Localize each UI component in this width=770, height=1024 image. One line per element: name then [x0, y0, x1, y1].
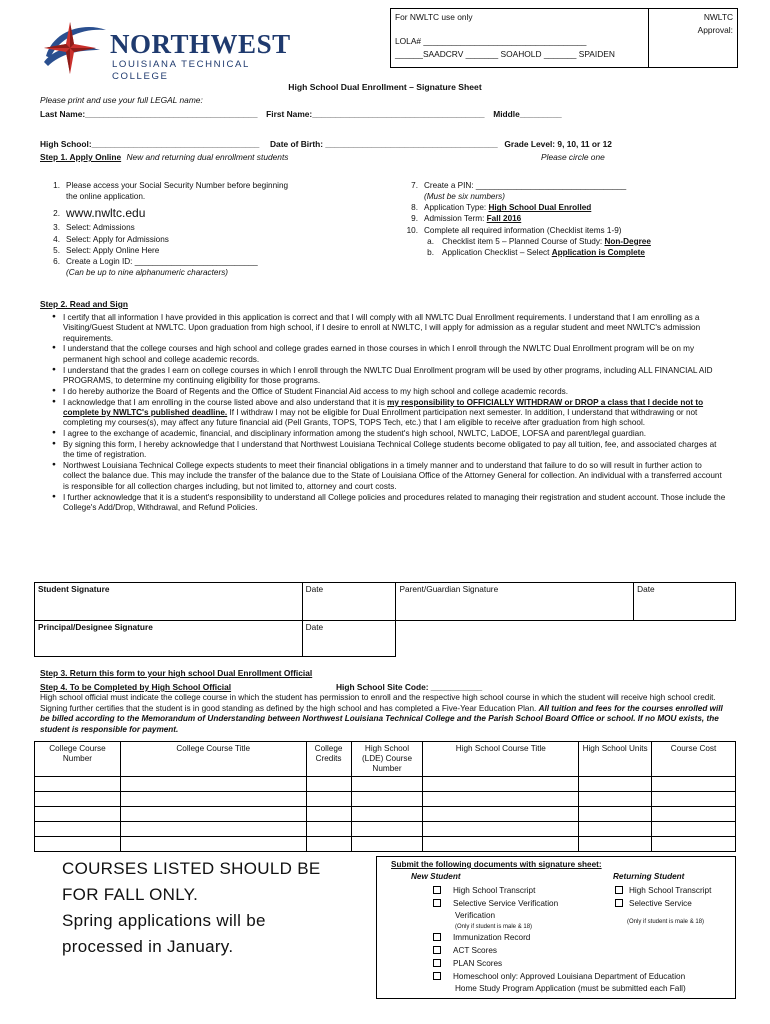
grade-level-field[interactable]: Grade Level: 9, 10, 11 or 12	[504, 139, 612, 149]
course-table	[34, 741, 736, 852]
logo-subtitle: LOUISIANA TECHNICAL COLLEGE	[112, 59, 250, 82]
lola-field[interactable]: LOLA# ___________________________________	[395, 36, 587, 46]
returning-student-label: Returning Student	[613, 872, 685, 881]
list-item: 10. Complete all required information (Checklist items 1-9)	[406, 225, 622, 235]
step1-heading-row	[40, 152, 288, 162]
list-item: ● I acknowledge that I am enrolling in the course listed above and also understand that it is my responsibility to OFFICIALLY WITHDRAW or DROP a class that I decide not to complete by NWLTC's published deadline. If I withdraw I may not be eligible for Dual Enrollment participation next semester. In addition, I understand that withdrawing or not completing my courses(s), may affect any future financial aid (Pell Grants, TOPS, TOPS Tech, etc.) that I am eligible to receive after graduation from high school.	[40, 398, 726, 429]
table-row[interactable]	[35, 821, 736, 836]
list-item: 5. Select: Apply Online Here	[53, 245, 160, 255]
list-item: 4. Select: Apply for Admissions	[53, 234, 169, 244]
list-item: b. Application Checklist – Select Application is Complete	[427, 247, 645, 257]
list-item: 2. www.nwltc.edu	[53, 205, 146, 220]
college-logo	[40, 16, 300, 82]
table-row[interactable]	[35, 806, 736, 821]
checkbox[interactable]	[615, 899, 623, 907]
step2-heading: Step 2. Read and Sign	[40, 299, 128, 309]
table-row[interactable]	[35, 776, 736, 791]
principal-date-cell[interactable]: Date	[302, 621, 396, 657]
compass-star-icon	[40, 16, 110, 78]
list-item: ● I understand that the grades I earn on college courses in which I enroll through the NWLTC Dual Enrollment program will be used by other programs, including ALL FINANCIAL AID PROGRAMS, to determine my continuing eligibility for those programs.	[40, 366, 726, 387]
student-signature-cell[interactable]: Student Signature	[35, 583, 303, 621]
school-row	[40, 139, 612, 149]
office-codes: ______SAADCRV _______ SOAHOLD _______ SPAIDEN	[395, 49, 615, 59]
new-student-checklist: High School Transcript Selective Service Verification Verification (Only if student is male & 18) Immunization Record ACT Scores PLAN Scores Homeschool only: Approved Louisiana Department of Education Home Study Program Application (must be submitted each Fall)	[433, 885, 723, 996]
list-item: (Can be up to nine alphanumeric characters)	[66, 267, 229, 277]
circle-instruction: Please circle one	[541, 152, 605, 162]
list-item: ● I understand that the college courses and high school and college grades earned in those courses in which I enroll through the NWLTC Dual Enrollment program will be on my permanent high school and college academic records.	[40, 344, 726, 365]
website-link[interactable]: www.nwltc.edu	[66, 205, 146, 220]
office-use-box	[390, 8, 738, 68]
new-student-label: New Student	[411, 872, 461, 881]
list-item: (Must be six numbers)	[424, 192, 505, 202]
page-title: High School Dual Enrollment – Signature Sheet	[288, 82, 482, 92]
checkbox[interactable]	[433, 959, 441, 967]
middle-name-field[interactable]: Middle_________	[493, 109, 562, 119]
step1-heading: Step 1. Apply Online	[40, 152, 122, 162]
list-item: 3. Select: Admissions	[53, 223, 135, 233]
site-code-field[interactable]: High School Site Code: ___________	[336, 682, 483, 692]
checkbox[interactable]	[433, 972, 441, 980]
table-row[interactable]	[35, 791, 736, 806]
checkbox[interactable]	[433, 886, 441, 894]
dob-field[interactable]: Date of Birth: _____________________________________	[269, 139, 498, 149]
list-item: 9. Admission Term: Fall 2016	[411, 214, 522, 224]
list-item: 7. Create a PIN: _________________________________	[411, 181, 627, 190]
step1-right-list	[398, 181, 738, 259]
list-item: ● I agree to the exchange of academic, financial, and disciplinary information among the student's high school, NWLTC, LaDOE, LOFSA and parent/legal guardian.	[40, 429, 726, 439]
list-item: a. Checklist item 5 – Planned Course of Study: Non-Degree	[427, 236, 651, 246]
name-instructions: Please print and use your full LEGAL name:	[40, 95, 203, 105]
checkbox[interactable]	[433, 946, 441, 954]
name-row	[40, 109, 562, 119]
checkbox[interactable]	[615, 886, 623, 894]
list-item: ● By signing this form, I hereby acknowledge that I understand that Northwest Louisiana Technical College students become obligated to pay all tuition, fee, and associated charges at the time of registration.	[40, 440, 726, 461]
table-header-row: College Course Number College Course Title College Credits High School (LDE) Course Number High School Course Title High School Units Course Cost	[35, 742, 736, 777]
parent-date-cell[interactable]: Date	[634, 583, 736, 621]
parent-signature-cell[interactable]: Parent/Guardian Signature	[396, 583, 634, 621]
principal-signature-cell[interactable]: Principal/Designee Signature	[35, 621, 303, 657]
first-name-field[interactable]: First Name:_____________________________________	[266, 109, 485, 119]
submit-title: Submit the following documents with signature sheet:	[391, 860, 602, 869]
list-item: ● I do hereby authorize the Board of Regents and the Office of Student Financial Aid access to my high school and college academic records.	[40, 387, 726, 397]
list-item: ● Northwest Louisiana Technical College expects students to meet their financial obligations in a timely manner and to understand that failure to do so will result in further action to collect the balance due. This may include the transfer of the balance due to the State of Louisiana Office of the Attorney General for collection. An individual with a transferred account is responsible for all collection charges including, but not limited to, attorney and court costs.	[40, 461, 726, 492]
step3-heading: Step 3. Return this form to your high school Dual Enrollment Official	[40, 668, 313, 678]
fall-only-notice: COURSES LISTED SHOULD BE FOR FALL ONLY. Spring applications will be processed in January.	[62, 859, 321, 956]
logo-wordmark: NORTHWEST	[110, 29, 291, 59]
list-item: ● I certify that all information I have provided in this application is correct and that I will comply with all NWLTC Dual Enrollment requirements. I understand that I am enrolling as a Visiting/Guest Student at NWLTC. Upon graduation from high school, if I desire to enroll at NWLTC, I will apply for admission as a regular student and meet NWLTC's admission requirements.	[40, 313, 726, 344]
submit-documents-box	[376, 856, 736, 999]
list-item: 1. Please access your Social Security Number before beginning	[53, 181, 289, 190]
high-school-field[interactable]: High School:____________________________________	[40, 139, 260, 149]
office-use-label: For NWLTC use only	[395, 12, 473, 22]
table-row[interactable]	[35, 836, 736, 851]
checkbox[interactable]	[433, 933, 441, 941]
step1-left-list	[40, 181, 370, 279]
list-item: 6. Create a Login ID: ___________________________	[53, 256, 258, 266]
step2-bullets	[40, 313, 726, 514]
signature-table	[34, 582, 736, 657]
returning-student-checklist: High School Transcript Selective Service (Only if student is male & 18)	[615, 885, 735, 928]
nwltc-label: NWLTC	[703, 12, 733, 22]
student-date-cell[interactable]: Date	[302, 583, 396, 621]
pin-field[interactable]: _________________________________	[475, 181, 627, 190]
step4-text: High school official must indicate the college course in which the student has permission to enroll and the respective high school course in which the student will receive high school credit. Signing further certifies that the student is in good standing as defined by the high school and has completed a Five-Year Education Plan. All tuition and fees for the courses enrolled will be billed according to the Memorandum of Understanding between Northwest Louisiana Technical College and the Parish School Board Office or school. If no MOU exists, the student is responsible for payment.	[40, 693, 723, 734]
list-item: ● I further acknowledge that it is a student's responsibility to understand all College policies and procedures related to managing their registration and student account. Those include the College's Add/Drop, Withdrawal, and Refund Policies.	[40, 493, 726, 514]
checkbox[interactable]	[433, 899, 441, 907]
list-item: the online application.	[66, 192, 146, 202]
last-name-field[interactable]: Last Name:_____________________________________	[40, 109, 258, 119]
step1-desc: New and returning dual enrollment students	[126, 152, 289, 162]
approval-label: Approval:	[697, 25, 733, 35]
step4-heading: Step 4. To be Completed by High School Official	[40, 682, 232, 692]
list-item: 8. Application Type: High School Dual Enrolled	[411, 203, 592, 213]
login-id-field[interactable]: Create a Login ID: ___________________________	[66, 256, 258, 266]
